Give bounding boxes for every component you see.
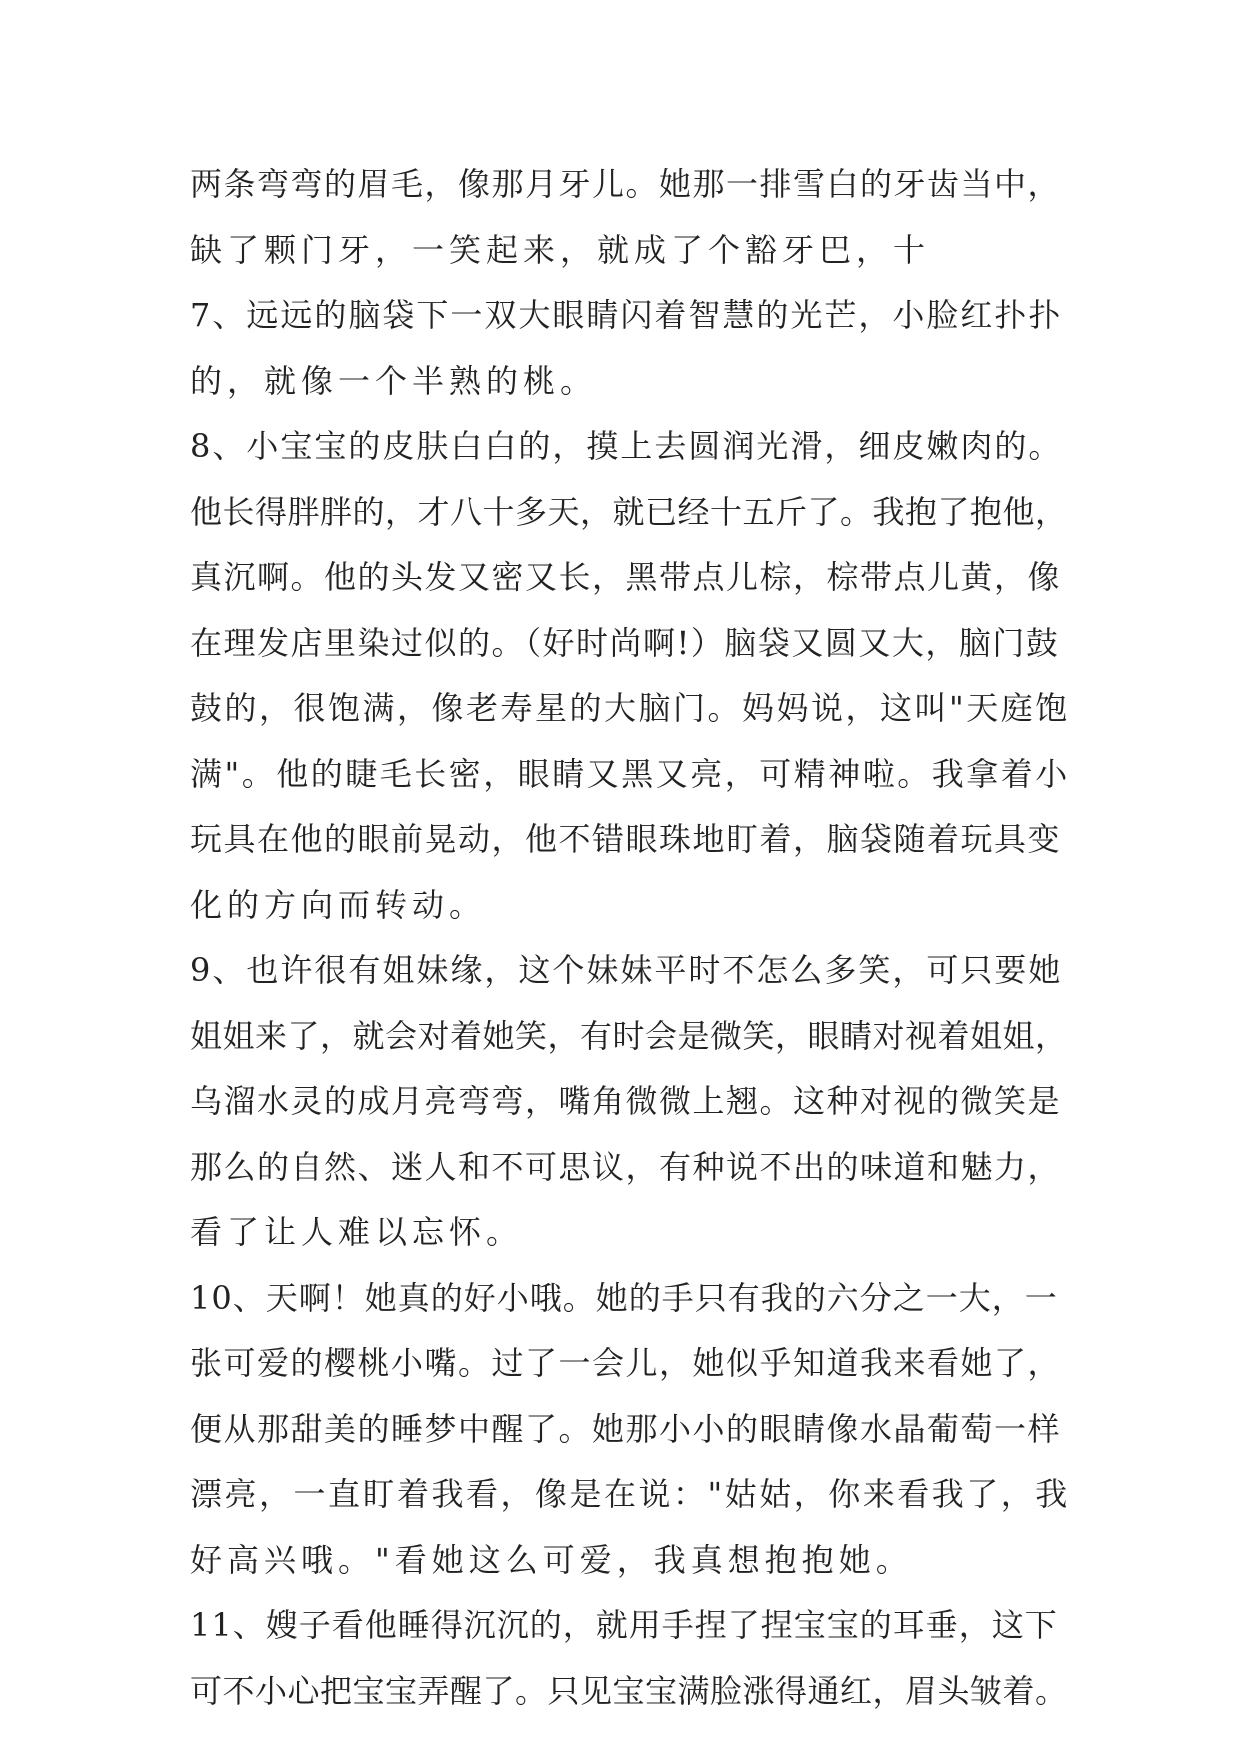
text-line: 缺了颗门牙，一笑起来，就成了个豁牙巴，十 <box>190 230 931 269</box>
text-line: 的，就像一个半熟的桃。 <box>190 361 598 400</box>
text-line: 满"。他的睫毛长密，眼睛又黑又亮，可精神啦。我拿着小 <box>190 754 1070 793</box>
text-line: 鼓的，很饱满，像老寿星的大脑门。妈妈说，这叫"天庭饱 <box>190 689 1070 727</box>
text-line: 11、嫂子看他睡得沉沉的，就用手捏了捏宝宝的耳垂，这下 <box>190 1606 1058 1644</box>
text-line: 可不小心把宝宝弄醒了。只见宝宝满脸涨得通红，眉头皱着。 <box>190 1671 1068 1710</box>
text-line: 真沉啊。他的头发又密又长，黑带点儿棕，棕带点儿黄，像 <box>190 558 1062 596</box>
text-line: 他长得胖胖的，才八十多天，就已经十五斤了。我抱了抱他， <box>190 492 1068 531</box>
text-line: 8、小宝宝的皮肤白白的，摸上去圆润光滑，细皮嫩肉的。 <box>190 427 1063 465</box>
text-line: 9、也许很有姐妹缘，这个妹妹平时不怎么多笑，可只要她 <box>190 951 1063 989</box>
text-line: 姐姐来了，就会对着她笑，有时会是微笑，眼睛对视着姐姐， <box>190 1016 1068 1055</box>
text-line: 便从那甜美的睡梦中醒了。她那小小的眼睛像水晶葡萄一样 <box>190 1409 1062 1448</box>
text-line: 漂亮，一直盯着我看，像是在说："姑姑，你来看我了，我 <box>190 1475 1070 1513</box>
text-line: 7、远远的脑袋下一双大眼睛闪着智慧的光芒，小脸红扑扑 <box>190 296 1063 334</box>
text-line: 两条弯弯的眉毛，像那月牙儿。她那一排雪白的牙齿当中， <box>190 165 1062 203</box>
body-text <box>190 152 1070 1724</box>
text-line: 10、天啊！她真的好小哦。她的手只有我的六分之一大，一 <box>190 1278 1058 1317</box>
text-line: 张可爱的樱桃小嘴。过了一会儿，她似乎知道我来看她了， <box>190 1344 1062 1382</box>
text-line: 看了让人难以忘怀。 <box>190 1213 524 1251</box>
text-line: 化的方向而转动。 <box>190 885 487 924</box>
text-line: 那么的自然、迷人和不可思议，有种说不出的味道和魅力， <box>190 1147 1062 1186</box>
text-line: 在理发店里染过似的。（好时尚啊!）脑袋又圆又大，脑门鼓 <box>190 623 1060 662</box>
text-line: 玩具在他的眼前晃动，他不错眼珠地盯着，脑袋随着玩具变 <box>190 820 1062 858</box>
text-line: 乌溜水灵的成月亮弯弯，嘴角微微上翘。这种对视的微笑是 <box>190 1082 1062 1120</box>
text-line: 好高兴哦。"看她这么可爱，我真想抱抱她。 <box>190 1540 913 1579</box>
